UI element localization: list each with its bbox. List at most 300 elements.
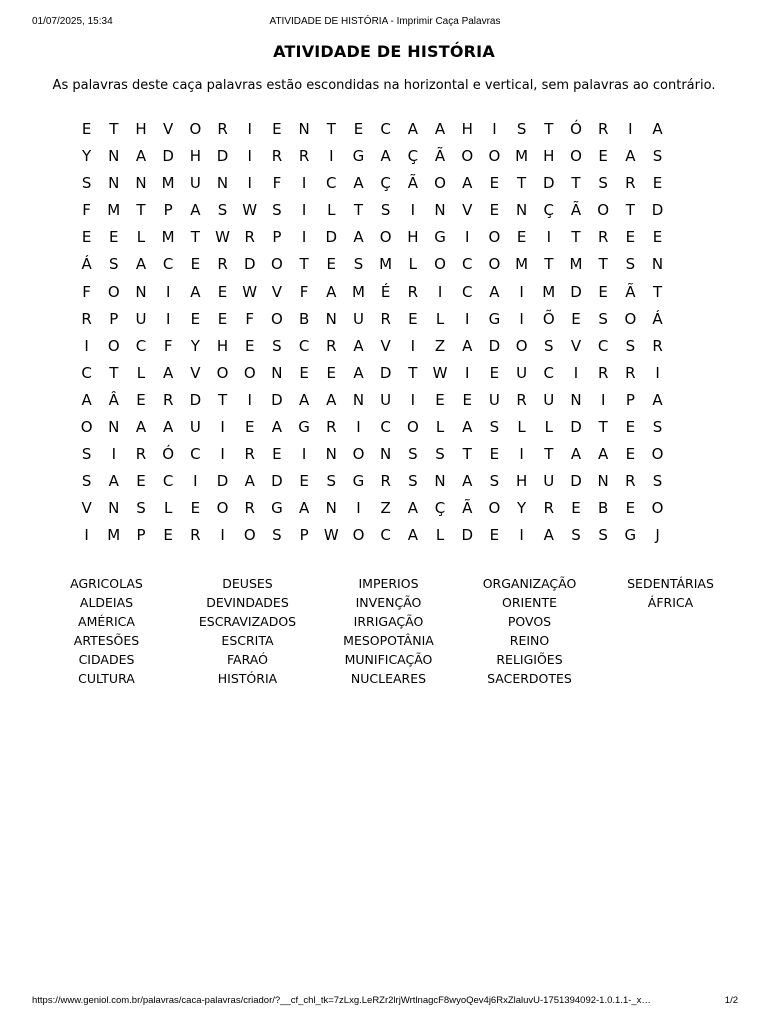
grid-letter: R	[380, 472, 391, 491]
grid-letter: D	[216, 147, 229, 166]
grid-letter: O	[80, 418, 93, 437]
grid-letter: V	[462, 201, 473, 220]
grid-letter: Z	[434, 336, 446, 355]
grid-letter: A	[489, 282, 500, 301]
grid-letter: G	[298, 418, 310, 437]
grid-letter: Á	[81, 255, 92, 274]
grid-letter: S	[109, 255, 119, 274]
grid-letter: E	[652, 174, 663, 193]
grid-letter: I	[356, 499, 361, 518]
grid-letter: O	[570, 147, 582, 166]
grid-letter: O	[271, 255, 283, 274]
grid-letter: S	[408, 445, 418, 464]
grid-letter: U	[543, 390, 555, 409]
grid-letter: E	[625, 499, 636, 518]
grid-letter: I	[165, 282, 171, 301]
grid-letter: R	[190, 526, 201, 545]
grid-letter: S	[598, 526, 608, 545]
grid-letter: N	[434, 201, 446, 220]
grid-letter: Ç	[380, 174, 391, 193]
grid-letter: O	[107, 336, 120, 355]
grid-letter: D	[162, 147, 174, 166]
grid-letter: M	[542, 282, 556, 301]
grid-letter: Á	[652, 309, 663, 328]
grid-letter: T	[598, 255, 608, 274]
grid-letter: F	[82, 282, 91, 301]
grid-letter: A	[244, 472, 255, 491]
grid-letter: M	[107, 526, 121, 545]
word-item: NUCLEARES	[350, 671, 427, 686]
grid-letter: O	[243, 526, 256, 545]
grid-letter: E	[217, 309, 228, 328]
grid-letter: I	[84, 336, 89, 355]
grid-letter: E	[244, 418, 255, 437]
grid-letter: R	[597, 120, 609, 138]
grid-letter: I	[301, 228, 307, 247]
grid-letter: E	[571, 499, 581, 518]
grid-letter: S	[81, 472, 92, 491]
grid-letter: L	[435, 526, 445, 545]
grid-letter: I	[600, 390, 606, 409]
grid-letter: R	[543, 499, 554, 518]
grid-letter: S	[272, 336, 282, 355]
grid-letter: Ç	[543, 201, 555, 220]
word-item: CULTURA	[78, 671, 135, 686]
grid-letter: C	[380, 526, 391, 545]
grid-letter: O	[352, 445, 365, 464]
grid-letter: V	[271, 282, 283, 301]
grid-letter: S	[272, 526, 282, 545]
grid-letter: C	[190, 445, 201, 464]
word-item: MUNIFICAÇÃO	[344, 652, 433, 667]
grid-letter: Ã	[625, 282, 636, 301]
grid-letter: T	[571, 228, 581, 247]
grid-letter: C	[461, 282, 473, 301]
grid-letter: I	[329, 147, 334, 166]
grid-letter: A	[353, 228, 364, 247]
grid-row	[73, 170, 671, 197]
grid-letter: T	[408, 363, 418, 382]
grid-letter: A	[407, 499, 418, 518]
word-item: ESCRAVIZADOS	[198, 614, 297, 629]
grid-letter: I	[437, 282, 443, 301]
grid-letter: R	[380, 309, 391, 328]
grid-letter: O	[597, 201, 610, 220]
grid-letter: N	[651, 255, 664, 274]
grid-letter: C	[162, 255, 174, 274]
grid-letter: O	[379, 228, 392, 247]
grid-letter: W	[242, 282, 258, 301]
grid-letter: F	[299, 282, 309, 301]
word-item: POVOS	[507, 614, 552, 629]
word-item: ORGANIZAÇÃO	[482, 576, 577, 591]
grid-letter: E	[489, 174, 500, 193]
grid-letter: H	[543, 147, 555, 166]
grid-letter: G	[488, 309, 501, 328]
grid-letter: E	[81, 120, 92, 138]
grid-letter: D	[216, 472, 229, 491]
grid-letter: A	[326, 282, 337, 301]
grid-letter: V	[163, 120, 174, 138]
grid-letter: I	[247, 174, 252, 193]
grid-letter: A	[380, 147, 391, 166]
grid-letter: B	[598, 499, 609, 518]
word-column	[318, 574, 459, 688]
word-search-grid	[73, 116, 671, 550]
grid-letter: C	[326, 174, 337, 193]
grid-row	[73, 116, 671, 143]
grid-letter: S	[625, 336, 636, 355]
grid-letter: Ã	[407, 174, 418, 193]
grid-letter: A	[543, 526, 554, 545]
grid-letter: C	[162, 472, 174, 491]
grid-letter: Õ	[542, 309, 555, 328]
grid-letter: M	[515, 255, 529, 274]
grid-letter: I	[220, 418, 225, 437]
grid-letter: A	[652, 120, 663, 138]
grid-letter: A	[407, 526, 418, 545]
grid-letter: A	[326, 390, 337, 409]
grid-letter: N	[352, 390, 365, 409]
word-item: ÁFRICA	[647, 595, 694, 610]
grid-letter: O	[515, 336, 528, 355]
grid-letter: S	[408, 472, 418, 491]
grid-letter: E	[326, 255, 337, 274]
grid-letter: W	[242, 201, 258, 220]
grid-letter: S	[353, 255, 364, 274]
grid-letter: O	[488, 147, 501, 166]
grid-letter: N	[216, 174, 229, 193]
grid-letter: E	[299, 363, 309, 382]
grid-letter: T	[190, 228, 200, 247]
grid-letter: E	[190, 255, 201, 274]
grid-letter: I	[465, 363, 470, 382]
grid-letter: U	[189, 418, 201, 437]
grid-letter: G	[434, 228, 446, 247]
grid-letter: E	[81, 228, 92, 247]
grid-letter: I	[519, 445, 524, 464]
grid-letter: D	[325, 228, 338, 247]
grid-letter: A	[353, 363, 364, 382]
grid-letter: D	[189, 390, 202, 409]
print-url: https://www.geniol.com.br/palavras/caca-palavras/criador/?__cf_chl_tk=7zLxg.LeRZr2lrjWrtlnagcF8wyoQev4j6RxZlaluvU-1751394092-1.0.1.1-_x…	[32, 995, 651, 1006]
grid-letter: N	[570, 390, 582, 409]
grid-letter: R	[326, 336, 337, 355]
grid-letter: A	[462, 472, 473, 491]
grid-letter: D	[379, 363, 392, 382]
grid-letter: H	[515, 472, 528, 491]
grid-letter: S	[380, 201, 391, 220]
grid-letter: T	[109, 363, 119, 382]
grid-letter: A	[190, 282, 201, 301]
word-column	[36, 574, 177, 688]
grid-letter: R	[625, 472, 636, 491]
grid-letter: U	[380, 390, 392, 409]
grid-letter: T	[462, 445, 472, 464]
grid-letter: I	[111, 445, 116, 464]
grid-letter: C	[380, 418, 391, 437]
grid-letter: A	[135, 255, 147, 274]
grid-letter: L	[136, 228, 146, 247]
grid-letter: L	[136, 363, 146, 382]
grid-letter: I	[356, 418, 361, 437]
word-item: DEVINDADES	[206, 595, 289, 610]
grid-letter: W	[323, 526, 339, 545]
grid-letter: T	[353, 201, 364, 220]
grid-letter: O	[216, 363, 229, 382]
grid-letter: E	[571, 309, 581, 328]
grid-letter: A	[298, 390, 310, 409]
grid-letter: R	[244, 445, 255, 464]
grid-letter: I	[410, 336, 416, 355]
grid-letter: S	[625, 255, 636, 274]
grid-letter: R	[244, 228, 255, 247]
grid-letter: N	[298, 120, 310, 138]
grid-letter: C	[380, 120, 391, 138]
grid-letter: A	[462, 174, 473, 193]
word-item: AGRICOLAS	[70, 576, 143, 591]
grid-letter: O	[488, 499, 501, 518]
grid-letter: R	[625, 174, 636, 193]
grid-letter: Ó	[162, 445, 175, 464]
grid-letter: A	[108, 472, 119, 491]
grid-letter: V	[81, 499, 92, 518]
grid-letter: E	[598, 147, 608, 166]
grid-letter: L	[408, 255, 418, 274]
grid-letter: I	[220, 526, 225, 545]
grid-letter: A	[135, 147, 147, 166]
grid-letter: I	[247, 147, 252, 166]
word-list	[36, 574, 741, 688]
grid-letter: N	[380, 445, 392, 464]
grid-letter: T	[598, 418, 608, 437]
grid-letter: C	[81, 363, 92, 382]
word-column	[600, 574, 741, 688]
grid-letter: C	[597, 336, 609, 355]
grid-letter: I	[655, 363, 660, 382]
grid-letter: P	[299, 526, 309, 545]
grid-letter: G	[352, 147, 365, 166]
grid-letter: Ç	[407, 147, 419, 166]
grid-letter: T	[136, 201, 146, 220]
print-datetime: 01/07/2025, 15:34	[32, 16, 113, 27]
grid-letter: E	[272, 120, 282, 138]
grid-letter: E	[326, 363, 337, 382]
grid-letter: N	[325, 499, 337, 518]
grid-row	[73, 251, 671, 278]
grid-letter: W	[215, 228, 230, 247]
grid-letter: H	[189, 147, 201, 166]
grid-letter: Ç	[434, 499, 446, 518]
grid-letter: T	[217, 390, 228, 409]
word-item: ALDEIAS	[79, 595, 134, 610]
grid-letter: R	[407, 282, 419, 301]
grid-letter: A	[298, 499, 310, 518]
grid-letter: E	[652, 228, 663, 247]
grid-letter: L	[327, 201, 336, 220]
grid-letter: R	[298, 147, 310, 166]
word-item: REINO	[509, 633, 550, 648]
grid-letter: I	[546, 228, 551, 247]
grid-letter: U	[543, 472, 555, 491]
grid-letter: N	[108, 499, 120, 518]
grid-letter: S	[435, 445, 445, 464]
grid-row	[73, 197, 671, 224]
grid-letter: S	[81, 174, 92, 193]
grid-letter: E	[625, 445, 636, 464]
grid-letter: V	[190, 363, 201, 382]
grid-letter: É	[380, 282, 391, 301]
grid-letter: N	[135, 174, 147, 193]
grid-letter: C	[135, 336, 147, 355]
grid-letter: S	[598, 174, 608, 193]
grid-letter: R	[217, 120, 228, 138]
grid-letter: O	[352, 526, 365, 545]
word-item: SEDENTÁRIAS	[627, 576, 714, 591]
grid-letter: N	[597, 472, 609, 491]
grid-letter: F	[82, 201, 91, 220]
grid-row	[73, 224, 671, 251]
grid-letter: L	[435, 418, 445, 437]
grid-letter: Ó	[570, 120, 582, 138]
grid-row	[73, 143, 671, 170]
grid-letter: I	[628, 120, 633, 138]
grid-letter: J	[655, 526, 660, 545]
grid-letter: U	[352, 309, 364, 328]
grid-row	[73, 495, 671, 522]
grid-letter: S	[652, 418, 663, 437]
grid-letter: S	[652, 147, 663, 166]
grid-letter: S	[516, 120, 527, 138]
grid-letter: R	[162, 390, 174, 409]
grid-letter: E	[489, 201, 500, 220]
grid-letter: R	[271, 147, 283, 166]
grid-letter: O	[189, 120, 202, 138]
grid-letter: D	[243, 255, 256, 274]
grid-row	[73, 387, 671, 414]
grid-letter: O	[216, 499, 229, 518]
grid-letter: S	[571, 526, 581, 545]
grid-letter: Ã	[570, 201, 582, 220]
grid-letter: R	[597, 228, 609, 247]
grid-letter: E	[244, 336, 255, 355]
grid-letter: P	[109, 309, 119, 328]
grid-letter: A	[462, 418, 473, 437]
grid-letter: E	[489, 445, 500, 464]
word-item: MESOPOTÂNIA	[343, 633, 434, 648]
grid-letter: I	[519, 526, 524, 545]
grid-letter: S	[489, 418, 500, 437]
grid-letter: I	[84, 526, 89, 545]
grid-letter: A	[353, 174, 364, 193]
grid-letter: A	[163, 363, 174, 382]
grid-letter: N	[515, 201, 528, 220]
grid-letter: D	[271, 390, 283, 409]
grid-letter: I	[301, 174, 307, 193]
grid-letter: N	[135, 282, 147, 301]
grid-letter: E	[462, 390, 472, 409]
grid-letter: E	[217, 282, 228, 301]
grid-letter: S	[81, 445, 92, 464]
grid-letter: E	[353, 120, 364, 138]
grid-letter: T	[544, 120, 554, 138]
grid-letter: Y	[82, 147, 92, 166]
grid-letter: D	[570, 282, 582, 301]
grid-letter: A	[353, 336, 364, 355]
grid-letter: A	[652, 390, 663, 409]
grid-letter: S	[489, 472, 500, 491]
grid-letter: E	[625, 228, 636, 247]
grid-letter: T	[299, 255, 309, 274]
grid-letter: I	[410, 390, 416, 409]
grid-row	[73, 279, 671, 306]
word-item: IRRIGAÇÃO	[353, 614, 424, 629]
grid-letter: R	[625, 363, 636, 382]
grid-letter: F	[163, 336, 173, 355]
grid-letter: N	[434, 472, 446, 491]
grid-letter: O	[406, 418, 419, 437]
grid-row	[73, 306, 671, 333]
grid-letter: N	[108, 174, 120, 193]
grid-letter: I	[247, 390, 252, 409]
grid-row	[73, 522, 671, 549]
grid-letter: A	[598, 445, 609, 464]
grid-letter: L	[163, 499, 173, 518]
print-tab-title: ATIVIDADE DE HISTÓRIA - Imprimir Caça Palavras	[269, 16, 501, 27]
word-item: ARTESÕES	[73, 633, 140, 648]
word-item: ESCRITA	[221, 633, 274, 648]
grid-letter: H	[461, 120, 473, 138]
word-item: INVENÇÃO	[355, 595, 422, 610]
grid-letter: M	[515, 147, 529, 166]
print-header	[32, 16, 738, 30]
grid-letter: I	[410, 201, 416, 220]
grid-letter: E	[435, 390, 445, 409]
grid-letter: E	[489, 526, 500, 545]
grid-letter: M	[351, 282, 365, 301]
grid-letter: S	[598, 309, 608, 328]
grid-letter: A	[135, 418, 147, 437]
grid-letter: E	[109, 228, 119, 247]
grid-letter: V	[570, 336, 582, 355]
grid-letter: E	[516, 228, 527, 247]
grid-letter: N	[108, 147, 120, 166]
grid-letter: M	[379, 255, 393, 274]
grid-letter: O	[488, 228, 501, 247]
grid-letter: A	[163, 418, 174, 437]
grid-letter: R	[516, 390, 527, 409]
grid-letter: I	[301, 201, 307, 220]
grid-letter: R	[326, 418, 337, 437]
grid-letter: O	[107, 282, 120, 301]
grid-row	[73, 360, 671, 387]
word-item: SACERDOTES	[487, 671, 572, 686]
grid-letter: N	[271, 363, 283, 382]
word-item: FARAÓ	[227, 652, 268, 667]
grid-letter: P	[136, 526, 146, 545]
grid-letter: I	[465, 309, 470, 328]
grid-letter: R	[81, 309, 92, 328]
grid-letter: L	[517, 418, 526, 437]
print-footer	[32, 995, 738, 1009]
word-column	[459, 574, 600, 688]
word-item: AMÉRICA	[78, 614, 135, 629]
grid-letter: U	[488, 390, 500, 409]
grid-letter: T	[326, 120, 336, 138]
grid-letter: N	[325, 309, 337, 328]
grid-letter: E	[625, 418, 636, 437]
grid-letter: Â	[108, 390, 119, 409]
